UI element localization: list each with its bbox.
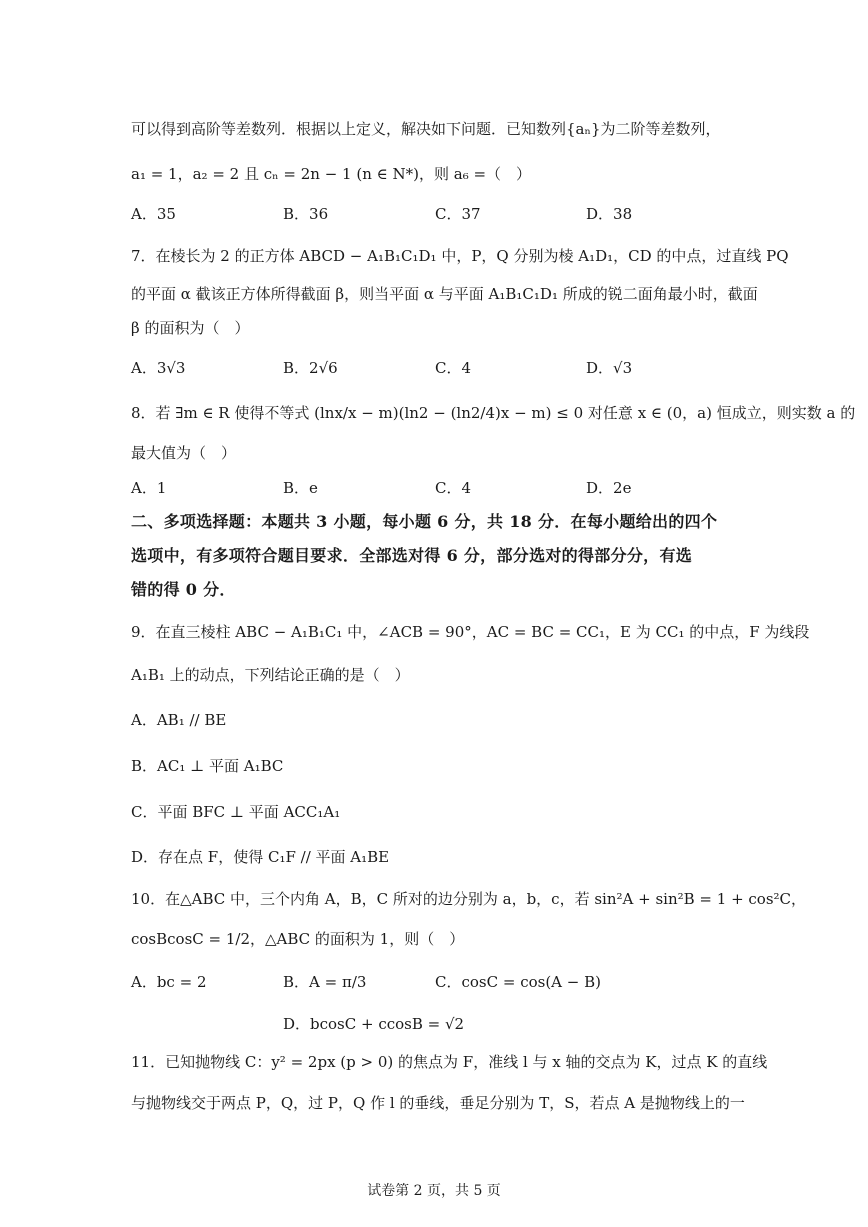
intro-line-2: a₁ = 1，a₂ = 2 且 cₙ = 2n − 1 (n ∈ N*)，则 a₆ =（ ） xyxy=(131,165,532,183)
q8-option-b: B．e xyxy=(283,479,318,497)
q6-option-b: B．36 xyxy=(283,205,329,223)
q7-option-b: B．2√6 xyxy=(283,359,338,377)
q6-options xyxy=(131,203,828,225)
q9-line-2: A₁B₁ 上的动点，下列结论正确的是（ ） xyxy=(131,666,410,684)
q8-option-c: C．4 xyxy=(435,479,472,497)
intro-line-1: 可以得到高阶等差数列．根据以上定义，解决如下问题．已知数列{aₙ}为二阶等差数列， xyxy=(131,120,721,138)
q8-line-1: 8．若 ∃m ∈ R 使得不等式 (lnx/x − m)(ln2 − (ln2/4)x − m) ≤ 0 对任意 x ∈ (0，a) 恒成立，则实数 a 的 xyxy=(131,404,856,422)
q10-line-2: cosBcosC = 1/2，△ABC 的面积为 1，则（ ） xyxy=(131,930,465,948)
q8-line-2: 最大值为（ ） xyxy=(131,444,237,462)
section-2-heading-line-3: 错的得 0 分． xyxy=(131,580,236,599)
q11-line-1: 11．已知抛物线 C：y² = 2px (p > 0) 的焦点为 F，准线 l 与 x 轴的交点为 K，过点 K 的直线 xyxy=(131,1053,768,1071)
q9-line-1: 9．在直三棱柱 ABC − A₁B₁C₁ 中，∠ACB = 90°，AC = BC = CC₁，E 为 CC₁ 的中点，F 为线段 xyxy=(131,623,810,641)
q7-line-2: 的平面 α 截该正方体所得截面 β，则当平面 α 与平面 A₁B₁C₁D₁ 所成的锐二面角最小时，截面 xyxy=(131,285,758,303)
q7-options xyxy=(131,357,828,379)
q6-option-a: A．35 xyxy=(131,205,176,223)
q7-option-a: A．3√3 xyxy=(131,359,186,377)
q9-option-c: C．平面 BFC ⊥ 平面 ACC₁A₁ xyxy=(131,803,341,821)
q10-option-d-row xyxy=(131,1013,828,1035)
q7-option-c: C．4 xyxy=(435,359,472,377)
q10-option-a: A．bc = 2 xyxy=(131,973,207,991)
q10-option-d: D．bcosC + ccosB = √2 xyxy=(283,1015,465,1033)
q10-line-1: 10．在△ABC 中，三个内角 A，B，C 所对的边分别为 a，b，c，若 sin²A + sin²B = 1 + cos²C， xyxy=(131,890,807,908)
q10-options xyxy=(131,971,828,993)
q9-option-b: B．AC₁ ⊥ 平面 A₁BC xyxy=(131,757,284,775)
section-2-heading-line-2: 选项中，有多项符合题目要求．全部选对得 6 分，部分选对的得部分分，有选 xyxy=(131,546,693,565)
q7-line-3: β 的面积为（ ） xyxy=(131,319,250,337)
section-2-heading-line-1: 二、多项选择题：本题共 3 小题，每小题 6 分，共 18 分．在每小题给出的四个 xyxy=(131,512,718,531)
q6-option-d: D．38 xyxy=(586,205,633,223)
q10-option-b: B．A = π/3 xyxy=(283,973,367,991)
q7-option-d: D．√3 xyxy=(586,359,633,377)
q8-options xyxy=(131,477,828,499)
q7-line-1: 7．在棱长为 2 的正方体 ABCD − A₁B₁C₁D₁ 中，P，Q 分别为棱 A₁D₁，CD 的中点，过直线 PQ xyxy=(131,247,789,265)
q9-option-a: A．AB₁ // BE xyxy=(131,711,227,729)
q8-option-a: A．1 xyxy=(131,479,167,497)
q6-option-c: C．37 xyxy=(435,205,481,223)
q10-option-c: C．cosC = cos(A − B) xyxy=(435,973,601,991)
page-footer: 试卷第 2 页，共 5 页 xyxy=(367,1183,501,1199)
q9-option-d: D．存在点 F，使得 C₁F // 平面 A₁BE xyxy=(131,848,390,866)
q8-option-d: D．2e xyxy=(586,479,632,497)
q11-line-2: 与抛物线交于两点 P，Q，过 P，Q 作 l 的垂线，垂足分别为 T，S，若点 A 是抛物线上的一 xyxy=(131,1094,745,1112)
